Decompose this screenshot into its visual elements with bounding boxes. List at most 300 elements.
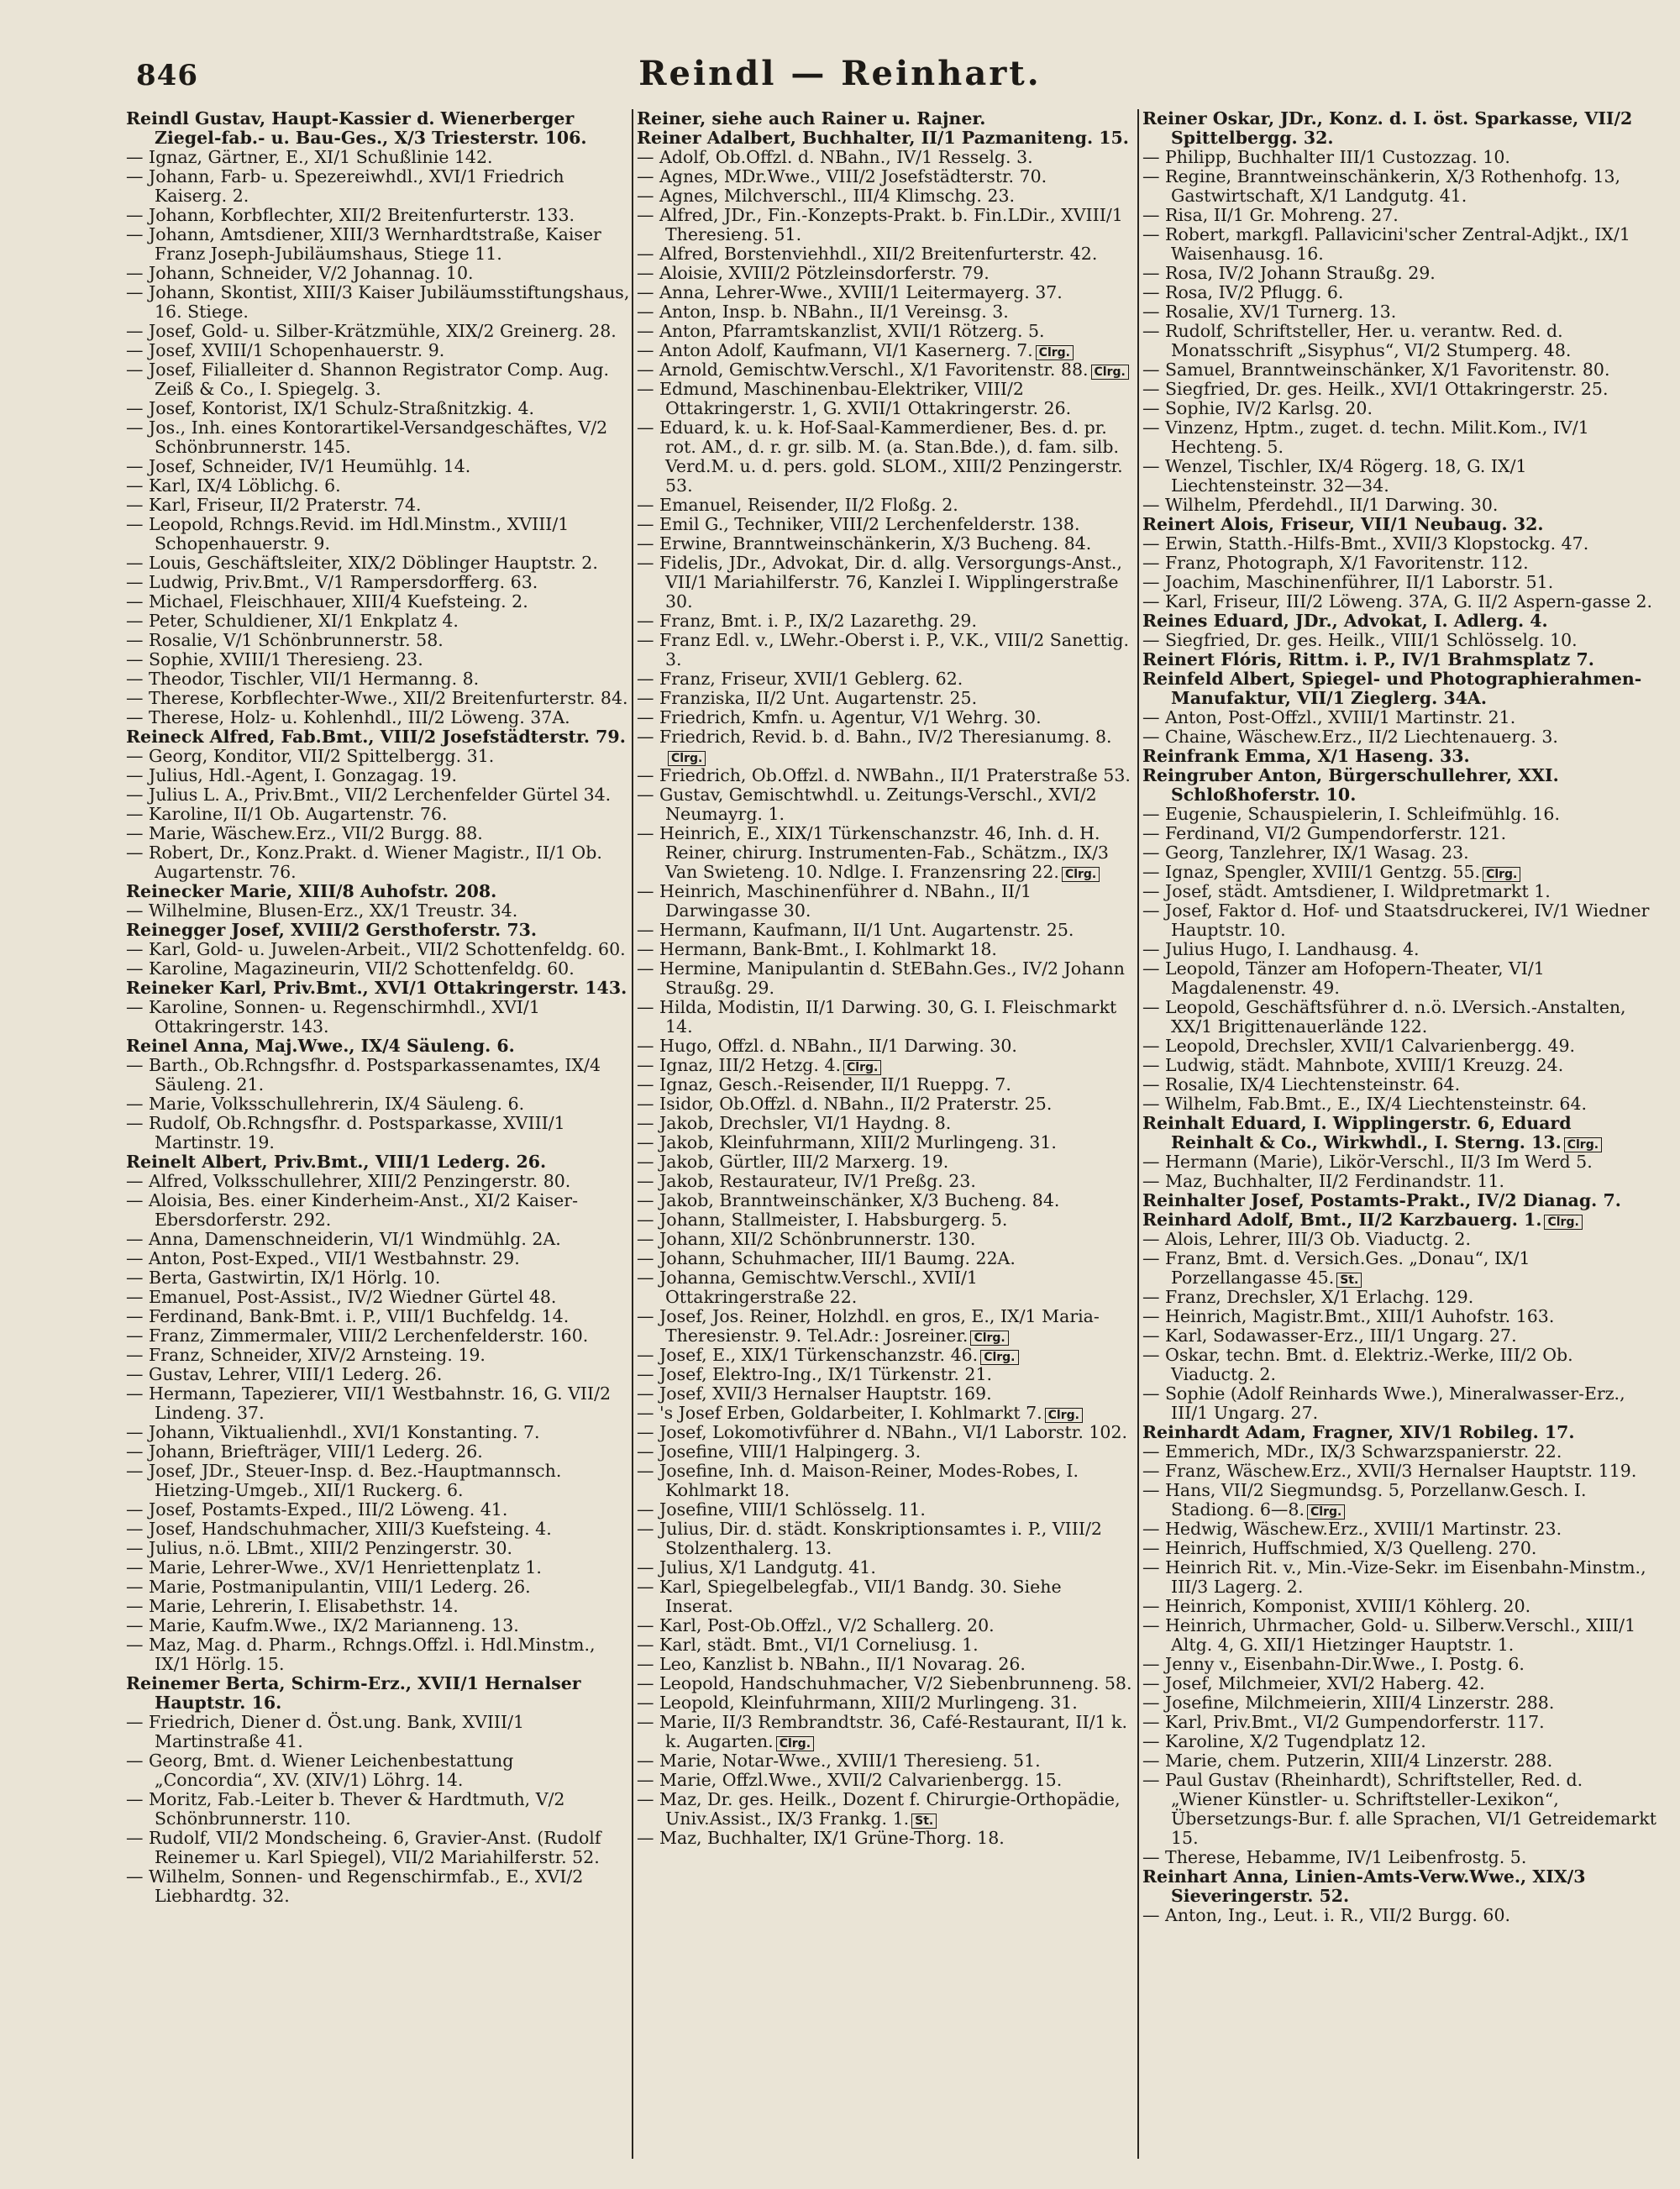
directory-entry [637,1133,1132,1152]
directory-entry [1142,1732,1656,1751]
directory-entry [1142,1094,1656,1114]
entry-badge: St. [911,1814,937,1829]
directory-entry [126,1346,630,1365]
entry-text: — Emanuel, Post-Assist., IV/2 Wiedner Gürtel 48. [126,1287,557,1307]
directory-surname-entry [1142,766,1656,805]
entry-text: — Friedrich, Kmfn. u. Agentur, V/1 Wehrg. 30. [637,707,1042,727]
entry-text: — Oskar, techn. Bmt. d. Elektriz.-Werke, III/2 Ob. Viaductg. 2. [1142,1345,1573,1384]
entry-text: — Josefine, VIII/1 Halpingerg. 3. [637,1441,921,1462]
directory-entry [637,1075,1132,1094]
entry-text: — Theodor, Tischler, VII/1 Hermanng. 8. [126,669,480,689]
directory-surname-entry [126,109,630,148]
entry-text: — Robert, Dr., Konz.Prakt. d. Wiener Magistr., II/1 Ob. Augartenstr. 76. [126,843,602,882]
entry-text: Reindl Gustav, Haupt-Kassier d. Wienerberger Ziegel-fab.- u. Bau-Ges., X/3 Triesterstr. 106. [126,109,587,148]
entry-text: — Maz, Buchhalter, II/2 Ferdinandstr. 11. [1142,1171,1505,1191]
directory-entry [1142,1172,1656,1191]
directory-entry [637,1674,1132,1693]
directory-entry [1142,1520,1656,1539]
entry-text: — Rosa, IV/2 Johann Straußg. 29. [1142,263,1436,283]
entry-text: — Anton Adolf, Kaufmann, VI/1 Kasernerg. 7. [637,340,1033,360]
directory-surname-entry [1142,669,1656,708]
entry-badge: St. [1336,1273,1362,1288]
directory-entry [637,1500,1132,1520]
directory-surname-entry [637,129,1132,148]
entry-text: — Rosalie, IX/4 Liechtensteinstr. 64. [1142,1074,1461,1094]
entry-text: — Alfred, Volksschullehrer, XIII/2 Penzingerstr. 80. [126,1171,571,1191]
directory-entry [637,1462,1132,1500]
entry-text: Reinel Anna, Maj.Wwe., IX/4 Säuleng. 6. [126,1036,515,1056]
entry-text: — Johann, XII/2 Schönbrunnerstr. 130. [637,1229,976,1249]
directory-entry [637,1655,1132,1674]
directory-entry [126,708,630,727]
directory-entry [126,785,630,805]
entry-text: — Josef, Jos. Reiner, Holzhdl. en gros, E., IX/1 Maria-Theresienstr. 9. Tel.Adr.: Josreiner. [637,1306,1100,1346]
entry-text: — Josef, städt. Amtsdiener, I. Wildpretmarkt 1. [1142,881,1551,901]
entry-text: — Josef, Lokomotivführer d. NBahn., VI/1 Laborstr. 102. [637,1422,1128,1442]
entry-text: — Vinzenz, Hptm., zuget. d. techn. Milit.Kom., IV/1 Hechteng. 5. [1142,417,1589,457]
entry-text: — Aloisia, Bes. einer Kinderheim-Anst., XI/2 Kaiser-Ebersdorferstr. 292. [126,1190,579,1230]
entry-text: — Agnes, Milchverschl., III/4 Klimschg. 23. [637,186,1016,206]
entry-text: — Wenzel, Tischler, IX/4 Rögerg. 18, G. IX/1 Liechtensteinstr. 32—34. [1142,456,1527,496]
entry-text: — Josef, XVIII/1 Schopenhauerstr. 9. [126,340,445,360]
entry-text: Reiner Oskar, JDr., Konz. d. I. öst. Sparkasse, VII/2 Spittelbergg. 32. [1142,109,1633,148]
entry-text: — Marie, Lehrer-Wwe., XV/1 Henriettenplatz 1. [126,1557,542,1577]
entry-text: Reinfeld Albert, Spiegel- und Photographierahmen-Manufaktur, VII/1 Zieglerg. 34A. [1142,669,1642,708]
directory-entry [637,302,1132,322]
entry-text: — Heinrich, Huffschmied, X/3 Quelleng. 270. [1142,1538,1537,1558]
entry-text: Reinecker Marie, XIII/8 Auhofstr. 208. [126,881,497,901]
directory-entry [1142,1056,1656,1075]
directory-entry [126,167,630,206]
directory-entry [637,1577,1132,1616]
entry-text: — Erwin, Statth.-Hilfs-Bmt., XVII/3 Klopstockg. 47. [1142,533,1589,554]
directory-surname-entry [126,921,630,940]
entry-text: — Leopold, Kleinfuhrmann, XIII/2 Murlingeng. 31. [637,1693,1078,1713]
entry-text: — Josef, XVII/3 Hernalser Hauptstr. 169. [637,1383,992,1404]
entry-text: — Michael, Fleischhauer, XIII/4 Kuefsteing. 2. [126,591,528,612]
entry-badge: Clrg. [843,1060,881,1075]
directory-surname-entry [1142,1191,1656,1210]
entry-text: — Karoline, X/2 Tugendplatz 12. [1142,1731,1426,1751]
directory-entry [1142,496,1656,515]
entry-text: — Marie, Notar-Wwe., XVIII/1 Theresieng. 51. [637,1751,1041,1771]
entry-text: — Franz, Drechsler, X/1 Erlachg. 129. [1142,1287,1474,1307]
entry-text: — Josef, Gold- u. Silber-Krätzmühle, XIX/2 Greinerg. 28. [126,321,617,341]
entry-text: — Heinrich, Uhrmacher, Gold- u. Silberw.Verschl., XIII/1 Altg. 4, G. XII/1 Hietzinger Hauptstr. 1. [1142,1615,1636,1655]
directory-entry [1142,1558,1656,1597]
directory-entry [637,1114,1132,1133]
directory-entry [126,573,630,592]
entry-text: — Wilhelmine, Blusen-Erz., XX/1 Treustr. 34. [126,900,518,921]
directory-entry [637,341,1132,360]
directory-entry [637,766,1132,785]
directory-entry [126,1249,630,1268]
entry-text: — Friedrich, Diener d. Öst.ung. Bank, XVIII/1 Martinstraße 41. [126,1712,525,1751]
directory-entry [637,1693,1132,1713]
entry-badge: Clrg. [980,1350,1018,1365]
directory-entry [1142,206,1656,225]
entry-text: — Heinrich, Komponist, XVIII/1 Köhlerg. 20. [1142,1596,1531,1616]
directory-surname-entry [1142,109,1656,148]
entry-text: — Siegfried, Dr. ges. Heilk., XVI/1 Ottakringerstr. 25. [1142,379,1609,399]
directory-entry [637,669,1132,689]
directory-entry [1142,1906,1656,1925]
entry-text: — Karl, Sodawasser-Erz., III/1 Ungarg. 27. [1142,1325,1517,1346]
entry-text: — Anton, Ing., Leut. i. R., VII/2 Burgg. 60. [1142,1905,1511,1925]
directory-entry [1142,1751,1656,1771]
directory-entry [126,1442,630,1462]
directory-surname-entry [126,1152,630,1172]
entry-text: — Josefine, VIII/1 Schlösselg. 11. [637,1499,926,1520]
directory-entry [637,1442,1132,1462]
directory-entry [126,457,630,476]
directory-entry [1142,418,1656,457]
directory-entry [1142,1771,1656,1848]
directory-entry [1142,1597,1656,1616]
entry-text: — Siegfried, Dr. ges. Heilk., VIII/1 Schlösselg. 10. [1142,630,1578,650]
directory-entry [1142,1230,1656,1249]
entry-text: — Johann, Briefträger, VIII/1 Lederg. 26. [126,1441,483,1462]
entry-text: — Julius, Hdl.-Agent, I. Gonzagag. 19. [126,765,458,785]
directory-entry [126,264,630,283]
entry-text: — Franz, Wäschew.Erz., XVII/3 Hernalser Hauptstr. 119. [1142,1461,1637,1481]
directory-entry [1142,1462,1656,1481]
directory-entry [637,322,1132,341]
directory-entry [1142,1384,1656,1423]
directory-entry [126,1577,630,1597]
entry-text: — Edmund, Maschinenbau-Elektriker, VIII/2 Ottakringerstr. 1, G. XVII/1 Ottakringerstr. 26. [637,379,1072,418]
entry-text: — Anna, Damenschneiderin, VI/1 Windmühlg. 2A. [126,1229,561,1249]
directory-entry [1142,380,1656,399]
entry-text: Reinert Alois, Friseur, VII/1 Neubaug. 32. [1142,514,1544,534]
directory-entry [126,1114,630,1152]
directory-entry [126,689,630,708]
entry-text: — Ignaz, Gesch.-Reisender, II/1 Rueppg. 7. [637,1074,1011,1094]
directory-entry [1142,457,1656,496]
directory-entry [1142,360,1656,380]
directory-entry [126,959,630,979]
entry-text: — Hugo, Offzl. d. NBahn., II/1 Darwing. 30. [637,1036,1017,1056]
directory-entry [1142,1539,1656,1558]
directory-entry [1142,148,1656,167]
entry-text: — Hans, VII/2 Siegmundsg. 5, Porzellanw.Gesch. I. Stadiong. 6—8. [1142,1480,1587,1520]
entry-text: — Friedrich, Revid. b. d. Bahn., IV/2 Theresianumg. 8. [637,727,1112,747]
entry-text: — Marie, chem. Putzerin, XIII/4 Linzerstr. 288. [1142,1751,1553,1771]
directory-entry [126,747,630,766]
directory-entry [1142,901,1656,940]
directory-entry [126,399,630,418]
directory-entry [637,1249,1132,1268]
entry-text: — Emil G., Techniker, VIII/2 Lerchenfelderstr. 138. [637,514,1080,534]
entry-text: — Anton, Insp. b. NBahn., II/1 Vereinsg. 3. [637,302,1009,322]
directory-entry [637,708,1132,727]
entry-text: — Marie, Kaufm.Wwe., IX/2 Marianneng. 13. [126,1615,519,1635]
directory-entry [126,1365,630,1384]
entry-text: — Jenny v., Eisenbahn-Dir.Wwe., I. Postg. 6. [1142,1654,1525,1674]
directory-entry [1142,1346,1656,1384]
entry-text: — Alfred, JDr., Fin.-Konzepts-Prakt. b. Fin.LDir., XVIII/1 Theresieng. 51. [637,205,1123,244]
directory-entry [637,167,1132,186]
directory-entry [126,225,630,264]
entry-badge: Clrg. [1091,365,1129,380]
directory-entry [637,1191,1132,1210]
directory-entry [1142,959,1656,998]
entry-text: — Franz, Bmt. d. Versich.Ges. „Donau“, IX/1 Porzellangasse 45. [1142,1248,1530,1288]
entry-text: — Jakob, Branntweinschänker, X/3 Bucheng. 84. [637,1190,1060,1210]
directory-entry [637,1771,1132,1790]
entry-text: — Jakob, Restaurateur, IV/1 Preßg. 23. [637,1171,976,1191]
directory-entry [126,824,630,843]
entry-text: — Josef, Schneider, IV/1 Heumühlg. 14. [126,456,471,476]
directory-entry [637,1365,1132,1384]
directory-entry [126,766,630,785]
entry-text: — Therese, Holz- u. Kohlenhdl., III/2 Löweng. 37A. [126,707,570,727]
directory-entry [126,1423,630,1442]
entry-text: — Alfred, Borstenviehhdl., XII/2 Breitenfurterstr. 42. [637,244,1098,264]
entry-text: — Gustav, Gemischtwhdl. u. Zeitungs-Verschl., XVI/2 Neumayrg. 1. [637,785,1097,824]
entry-badge: Clrg. [1544,1215,1582,1230]
directory-entry [1142,1674,1656,1693]
entry-text: — Leopold, Rchngs.Revid. im Hdl.Minstm., XVIII/1 Schopenhauerstr. 9. [126,514,570,554]
entry-text: — Emmerich, MDr., IX/3 Schwarzspanierstr. 22. [1142,1441,1562,1462]
directory-entry [126,1268,630,1288]
entry-text: — Maz, Dr. ges. Heilk., Dozent f. Chirurgie-Orthopädie, Univ.Assist., IX/3 Frankg. 1. [637,1789,1121,1829]
entry-text: Reiner, siehe auch Rainer u. Rajner. [637,109,986,129]
directory-entry [126,843,630,882]
entry-text: — Rudolf, Ob.Rchngsfhr. d. Postsparkasse, XVIII/1 Martinstr. 19. [126,1113,565,1152]
directory-entry [637,554,1132,612]
directory-entry [637,1152,1132,1172]
directory-entry [637,148,1132,167]
entry-text: — Jos., Inh. eines Kontorartikel-Versandgeschäftes, V/2 Schönbrunnerstr. 145. [126,417,608,457]
directory-entry [637,1790,1132,1829]
directory-entry [637,1635,1132,1655]
entry-text: — Adolf, Ob.Offzl. d. NBahn., IV/1 Resselg. 3. [637,147,1033,167]
entry-text: — Marie, Lehrerin, I. Elisabethstr. 14. [126,1596,459,1616]
directory-entry [126,1616,630,1635]
entry-text: — Rudolf, Schriftsteller, Her. u. verantw. Red. d. Monatsschrift „Sisyphus“, VI/2 Stumperg. 48. [1142,321,1572,360]
directory-entry [126,1172,630,1191]
directory-surname-entry [126,882,630,901]
entry-text: — Heinrich Rit. v., Min.-Vize-Sekr. im Eisenbahn-Minstm., III/3 Lagerg. 2. [1142,1557,1646,1597]
entry-text: — Anton, Pfarramtskanzlist, XVII/1 Rötzerg. 5. [637,321,1045,341]
entry-text: — Leo, Kanzlist b. NBahn., II/1 Novarag. 26. [637,1654,1026,1674]
entry-text: — Josef, Kontorist, IX/1 Schulz-Straßnitzkig. 4. [126,398,535,418]
entry-text: — Georg, Konditor, VII/2 Spittelbergg. 31. [126,746,495,766]
entry-text: — Franz, Zimmermaler, VIII/2 Lerchenfelderstr. 160. [126,1325,589,1346]
directory-entry [1142,302,1656,322]
directory-surname-entry [126,1037,630,1056]
directory-entry [126,805,630,824]
directory-surname-entry [126,979,630,998]
directory-entry [637,360,1132,380]
entry-badge: Clrg. [1062,867,1100,882]
entry-text: — Marie, Postmanipulantin, VIII/1 Lederg. 26. [126,1577,531,1597]
directory-entry [126,1500,630,1520]
directory-entry [126,1230,630,1249]
entry-text: — Julius Hugo, I. Landhausg. 4. [1142,939,1420,959]
directory-entry [637,1751,1132,1771]
entry-text: — Sophie (Adolf Reinhards Wwe.), Mineralwasser-Erz., III/1 Ungarg. 27. [1142,1383,1625,1423]
entry-text: — Georg, Bmt. d. Wiener Leichenbestattung „Concordia“, XV. (XIV/1) Löhrg. 14. [126,1751,514,1790]
entry-text: — Robert, markgfl. Pallavicini'scher Zentral-Adjkt., IX/1 Waisenhausg. 16. [1142,224,1630,264]
entry-text: — Ignaz, III/2 Hetzg. 4. [637,1055,842,1075]
directory-entry [1142,1848,1656,1867]
entry-text: — Johann, Korbflechter, XII/2 Breitenfurterstr. 133. [126,205,575,225]
directory-entry [637,1210,1132,1230]
entry-text: — Karl, städt. Bmt., VI/1 Corneliusg. 1. [637,1635,979,1655]
entry-text: — Joachim, Maschinenführer, II/1 Laborstr. 51. [1142,572,1554,592]
directory-entry [1142,843,1656,863]
directory-entry [126,1867,630,1906]
entry-text: — Hermann, Bank-Bmt., I. Kohlmarkt 18. [637,939,997,959]
directory-entry [1142,1288,1656,1307]
entry-text: — Johanna, Gemischtw.Verschl., XVII/1 Ottakringerstraße 22. [637,1268,978,1307]
directory-entry [1142,1075,1656,1094]
directory-entry [637,959,1132,998]
directory-entry [126,1326,630,1346]
directory-entry [126,1056,630,1094]
entry-text: — Hilda, Modistin, II/1 Darwing. 30, G. I. Fleischmarkt 14. [637,997,1117,1037]
entry-text: — Philipp, Buchhalter III/1 Custozzag. 10. [1142,147,1510,167]
directory-entry [637,206,1132,244]
entry-text: — Josef, Milchmeier, XVI/2 Haberg. 42. [1142,1673,1485,1693]
directory-entry [637,1307,1132,1346]
entry-text: — Julius, Dir. d. städt. Konskriptionsamtes i. P., VIII/2 Stolzenthalerg. 13. [637,1519,1102,1558]
directory-entry [126,650,630,669]
directory-entry [637,283,1132,302]
entry-text: Reinhart Anna, Linien-Amts-Verw.Wwe., XIX/3 Sieveringerstr. 52. [1142,1866,1586,1906]
directory-entry [637,1346,1132,1365]
directory-entry [126,322,630,341]
directory-entry [637,785,1132,824]
entry-text: Reinhard Adolf, Bmt., II/2 Karzbauerg. 1. [1142,1210,1542,1230]
directory-entry [1142,1326,1656,1346]
directory-entry [637,998,1132,1037]
directory-entry [1142,322,1656,360]
entry-text: — Johann, Schuhmacher, III/1 Baumg. 22A. [637,1248,1016,1268]
entry-text: — 's Josef Erben, Goldarbeiter, I. Kohlmarkt 7. [637,1403,1042,1423]
directory-entry [126,998,630,1037]
entry-text: — Hermine, Manipulantin d. StEBahn.Ges., IV/2 Johann Straußg. 29. [637,958,1125,998]
directory-entry [1142,573,1656,592]
directory-entry [1142,805,1656,824]
entry-text: — Regine, Branntweinschänkerin, X/3 Rothenhofg. 13, Gastwirtschaft, X/1 Landgutg. 41. [1142,166,1621,206]
directory-entry [637,1423,1132,1442]
entry-text: Reiner Adalbert, Buchhalter, II/1 Pazmaniteng. 15. [637,128,1129,148]
entry-text: Reinfrank Emma, X/1 Haseng. 33. [1142,746,1470,766]
entry-text: Reineker Karl, Priv.Bmt., XVI/1 Ottakringerstr. 143. [126,978,627,998]
directory-entry [126,1597,630,1616]
directory-entry [1142,727,1656,747]
directory-entry [637,1268,1132,1307]
entry-text: — Josefine, Milchmeierin, XIII/4 Linzerstr. 288. [1142,1693,1555,1713]
entry-badge: Clrg. [776,1736,814,1751]
entry-text: — Fidelis, JDr., Advokat, Dir. d. allg. Versorgungs-Anst., VII/1 Mariahilferstr. 76, Kanzlei I. Wipplingerstraße 30. [637,553,1122,612]
entry-text: — Gustav, Lehrer, VIII/1 Lederg. 26. [126,1364,443,1384]
directory-entry [637,1230,1132,1249]
entry-text: — Eugenie, Schauspielerin, I. Schleifmühlg. 16. [1142,804,1560,824]
entry-text: — Johann, Viktualienhdl., XVI/1 Konstanting. 7. [126,1422,540,1442]
directory-entry [126,1539,630,1558]
directory-surname-entry [1142,1867,1656,1906]
directory-entry [126,631,630,650]
directory-entry [1142,399,1656,418]
directory-entry [1142,167,1656,206]
entry-text: — Arnold, Gemischtw.Verschl., X/1 Favoritenstr. 88. [637,360,1089,380]
directory-entry [637,1404,1132,1423]
entry-text: — Marie, Offzl.Wwe., XVII/2 Calvarienbergg. 15. [637,1770,1063,1790]
directory-entry [1142,708,1656,727]
directory-entry [126,592,630,612]
directory-entry [637,1384,1132,1404]
directory-entry [637,882,1132,921]
entry-badge: Clrg. [1564,1137,1602,1152]
directory-entry [1142,283,1656,302]
directory-entry [1142,882,1656,901]
entry-text: — Rudolf, VII/2 Mondscheing. 6, Gravier-Anst. (Rudolf Reinemer u. Karl Spiegel), VII/2 Mariahilferstr. 52. [126,1828,601,1867]
entry-text: — Ferdinand, Bank-Bmt. i. P., VIII/1 Buchfeldg. 14. [126,1306,570,1326]
directory-entry [637,940,1132,959]
entry-text: — Jakob, Kleinfuhrmann, XIII/2 Murlingeng. 31. [637,1132,1057,1152]
directory-entry [126,554,630,573]
directory-entry [126,1558,630,1577]
entry-text: — Samuel, Branntweinschänker, X/1 Favoritenstr. 80. [1142,360,1610,380]
entry-text: Reinemer Berta, Schirm-Erz., XVII/1 Hernalser Hauptstr. 16. [126,1673,581,1713]
directory-entry [1142,1693,1656,1713]
entry-text: — Karoline, Sonnen- u. Regenschirmhdl., XVI/1 Ottakringerstr. 143. [126,997,540,1037]
entry-text: — Ludwig, städt. Mahnbote, XVIII/1 Kreuzg. 24. [1142,1055,1564,1075]
directory-entry [1142,824,1656,843]
entry-text: — Friedrich, Ob.Offzl. d. NWBahn., II/1 Praterstraße 53. [637,765,1131,785]
entry-text: — Josef, Filialleiter d. Shannon Registrator Comp. Aug. Zeiß & Co., I. Spiegelg. 3. [126,360,610,399]
directory-entry [126,341,630,360]
entry-text: — Josef, Postamts-Exped., III/2 Löweng. 41. [126,1499,508,1520]
entry-text: — Karoline, Magazineurin, VII/2 Schottenfeldg. 60. [126,958,575,979]
directory-entry [126,148,630,167]
entry-text: — Josef, Faktor d. Hof- und Staatsdruckerei, IV/1 Wiedner Hauptstr. 10. [1142,900,1650,940]
directory-entry [126,1288,630,1307]
entry-text: — Eduard, k. u. k. Hof-Saal-Kammerdiener, Bes. d. pr. rot. AM., d. r. gr. silb. M. (a. Stan.Bde.), d. fam. silb. Verd.M. u. d. pers. gold. SLOM., XIII/2 Penzingerstr. 53. [637,417,1123,496]
directory-entry [1142,592,1656,612]
entry-text: — Rosa, IV/2 Pflugg. 6. [1142,282,1344,302]
entry-text: — Johann, Stallmeister, I. Habsburgerg. 5. [637,1210,1008,1230]
directory-entry [637,264,1132,283]
directory-entry [126,669,630,689]
column-divider [1137,109,1139,2159]
directory-entry [637,1829,1132,1848]
directory-entry [126,1094,630,1114]
directory-entry [637,1094,1132,1114]
entry-text: — Chaine, Wäschew.Erz., II/2 Liechtenauerg. 3. [1142,727,1558,747]
entry-text: — Johann, Schneider, V/2 Johannag. 10. [126,263,474,283]
entry-text: — Rosalie, XV/1 Turnerg. 13. [1142,302,1397,322]
entry-text: — Heinrich, Magistr.Bmt., XIII/1 Auhofstr. 163. [1142,1306,1555,1326]
directory-surname-entry [1142,515,1656,534]
directory-entry [637,727,1132,766]
entry-badge: Clrg. [668,751,706,766]
entry-badge: Clrg. [1483,867,1520,882]
entry-text: — Franz, Bmt. i. P., IX/2 Lazarethg. 29. [637,611,977,631]
entry-text: Reinhardt Adam, Fragner, XIV/1 Robileg. 17. [1142,1422,1575,1442]
directory-entry [1142,1442,1656,1462]
directory-surname-entry [1142,612,1656,631]
directory-entry [1142,534,1656,554]
entry-text: — Alois, Lehrer, III/3 Ob. Viaductg. 2. [1142,1229,1471,1249]
directory-surname-entry [1142,1210,1656,1230]
entry-text: — Heinrich, Maschinenführer d. NBahn., II/1 Darwingasse 30. [637,881,1032,921]
entry-text: — Ignaz, Spengler, XVIII/1 Gentzg. 55. [1142,862,1481,882]
